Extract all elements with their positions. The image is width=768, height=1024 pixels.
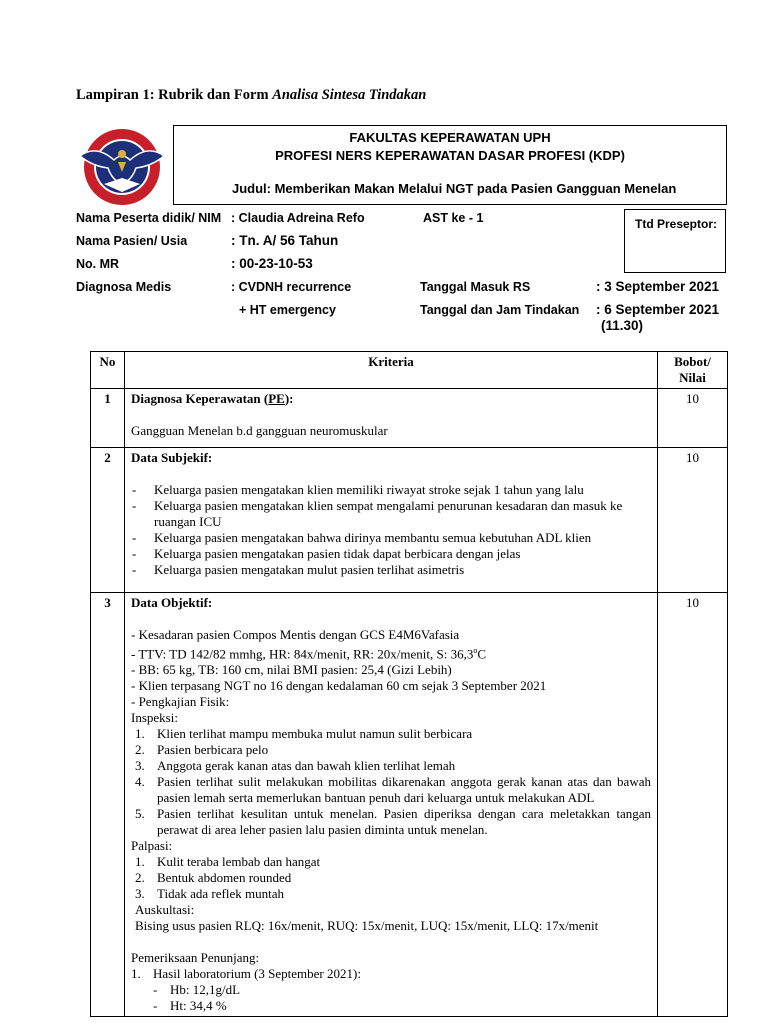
student-name-label: Nama Peserta didik/ NIM <box>76 211 222 225</box>
procedure-date-value: : 6 September 2021 <box>596 302 720 317</box>
rubric-table <box>90 351 728 1017</box>
vitals-degree: o <box>473 646 478 655</box>
objective-line: - Pengkajian Fisik: <box>131 694 230 710</box>
list-item: 2. Bentuk abdomen rounded <box>135 870 292 886</box>
inspeksi-label: Inspeksi: <box>131 710 178 726</box>
row-bobot: 10 <box>658 389 728 448</box>
list-item: - Keluarga pasien mengatakan pasien tidak dapat berbicara dengan jelas <box>131 546 651 562</box>
program-title: PROFESI NERS KEPERAWATAN DASAR PROFESI (KDP) <box>275 148 625 163</box>
header-bobot-line2: Nilai <box>679 370 706 385</box>
header-box <box>173 125 727 205</box>
attachment-title <box>76 87 426 104</box>
subjective-heading: Data Subjekif: <box>131 450 213 465</box>
patient-name-label: Nama Pasien/ Usia <box>76 234 188 248</box>
ast-number: AST ke - 1 <box>423 211 484 225</box>
header-bobot <box>658 352 728 389</box>
lab-results-list <box>131 982 651 1014</box>
student-name-value: : Claudia Adreina Refo <box>231 211 365 225</box>
list-item: - Keluarga pasien mengatakan klien memiliki riwayat stroke sejak 1 tahun yang lalu <box>131 482 651 498</box>
procedure-date-label: Tanggal dan Jam Tindakan <box>420 303 580 317</box>
palpasi-label: Palpasi: <box>131 838 173 854</box>
penunjang-list <box>131 966 651 982</box>
vitals-text: - TTV: TD 142/82 mmhg, HR: 84x/menit, RR: 20x/menit, S: 36,3 <box>131 646 474 662</box>
diagnosis-heading-suffix: ): <box>284 391 294 406</box>
list-item: 3. Tidak ada reflek muntah <box>135 886 284 902</box>
admission-date-value: : 3 September 2021 <box>596 279 720 294</box>
vitals-unit: C <box>477 646 487 662</box>
diagnosis-heading-pe: PE <box>268 391 285 406</box>
row-criteria <box>125 389 658 448</box>
row-number: 1 <box>91 389 125 448</box>
diagnosis-text: Gangguan Menelan b.d gangguan neuromuskular <box>131 423 388 438</box>
list-item: 1. Klien terlihat mampu membuka mulut namun sulit berbicara <box>135 726 473 742</box>
row-bobot: 10 <box>658 593 728 1017</box>
list-item: 1. Kulit teraba lembab dan hangat <box>135 854 321 870</box>
auskultasi-label: Auskultasi: <box>135 902 195 918</box>
table-row <box>91 389 728 448</box>
list-item: 1. Hasil laboratorium (3 September 2021): <box>131 966 361 982</box>
diagnosis-label: Diagnosa Medis <box>76 280 172 294</box>
objective-vitals <box>131 643 651 662</box>
mr-number-label: No. MR <box>76 257 120 271</box>
admission-date-label: Tanggal Masuk RS <box>420 280 531 294</box>
diagnosis-value-1: : CVDNH recurrence <box>231 280 352 294</box>
preceptor-signature-box <box>624 209 726 273</box>
auskultasi-text: Bising usus pasien RLQ: 16x/menit, RUQ: 15x/menit, LUQ: 15x/menit, LLQ: 17x/menit <box>135 918 599 934</box>
subjective-list <box>131 482 651 578</box>
diagnosis-heading <box>131 391 651 407</box>
list-item: 4. Pasien terlihat sulit melakukan mobilitas dikarenakan anggota gerak kanan atas dan bawah pasien lemah serta memerlukan bantuan penuh dari keluarga untuk melakukan ADL <box>135 774 651 806</box>
header-kriteria: Kriteria <box>125 352 658 389</box>
list-item: - Ht: 34,4 % <box>131 998 651 1014</box>
procedure-time-value: (11.30) <box>601 318 644 333</box>
objective-line: - Klien terpasang NGT no 16 dengan kedalaman 60 cm sejak 3 September 2021 <box>131 678 547 694</box>
objective-line: - Kesadaran pasien Compos Mentis dengan GCS E4M6Vafasia <box>131 627 460 642</box>
table-row <box>91 593 728 1017</box>
diagnosis-value-2: + HT emergency <box>239 303 336 317</box>
list-item: - Keluarga pasien mengatakan mulut pasien terlihat asimetris <box>131 562 651 578</box>
row-bobot: 10 <box>658 448 728 593</box>
list-item: 5. Pasien terlihat kesulitan untuk menelan. Pasien diperiksa dengan cara meletakkan tangan perawat di area leher pasien lalu pasien diminta untuk menelan. <box>135 806 651 838</box>
row-criteria <box>125 593 658 1017</box>
uph-logo-icon <box>74 126 170 208</box>
objective-line: - BB: 65 kg, TB: 160 cm, nilai BMI pasien: 25,4 (Gizi Lebih) <box>131 662 452 678</box>
preceptor-signature-label: Ttd Preseptor: <box>635 217 718 231</box>
table-header-row <box>91 352 728 389</box>
header-no: No <box>91 352 125 389</box>
header-bobot-line1: Bobot/ <box>674 354 711 369</box>
list-item: - Hb: 12,1g/dL <box>131 982 651 998</box>
table-row <box>91 448 728 593</box>
list-item: 2. Pasien berbicara pelo <box>135 742 269 758</box>
row-number: 3 <box>91 593 125 1017</box>
list-item: 3. Anggota gerak kanan atas dan bawah klien terlihat lemah <box>135 758 456 774</box>
inspeksi-list <box>131 726 651 838</box>
attachment-title-prefix: Lampiran 1: Rubrik dan Form <box>76 87 273 103</box>
document-title: Judul: Memberikan Makan Melalui NGT pada Pasien Gangguan Menelan <box>232 181 677 196</box>
objective-heading: Data Objektif: <box>131 595 213 610</box>
attachment-title-italic: Analisa Sintesa Tindakan <box>272 87 427 103</box>
row-number: 2 <box>91 448 125 593</box>
row-criteria <box>125 448 658 593</box>
faculty-title: FAKULTAS KEPERAWATAN UPH <box>349 130 551 145</box>
penunjang-label: Pemeriksaan Penunjang: <box>131 950 260 966</box>
list-item: - Keluarga pasien mengatakan klien sempat mengalami penurunan kesadaran dan masuk ke ruangan ICU <box>131 498 651 530</box>
diagnosis-heading-prefix: Diagnosa Keperawatan ( <box>131 391 269 406</box>
list-item: - Keluarga pasien mengatakan bahwa dirinya membantu semua kebutuhan ADL klien <box>131 530 651 546</box>
patient-name-value: : Tn. A/ 56 Tahun <box>231 233 339 248</box>
palpasi-list <box>131 854 651 902</box>
mr-number-value: : 00-23-10-53 <box>231 256 313 271</box>
